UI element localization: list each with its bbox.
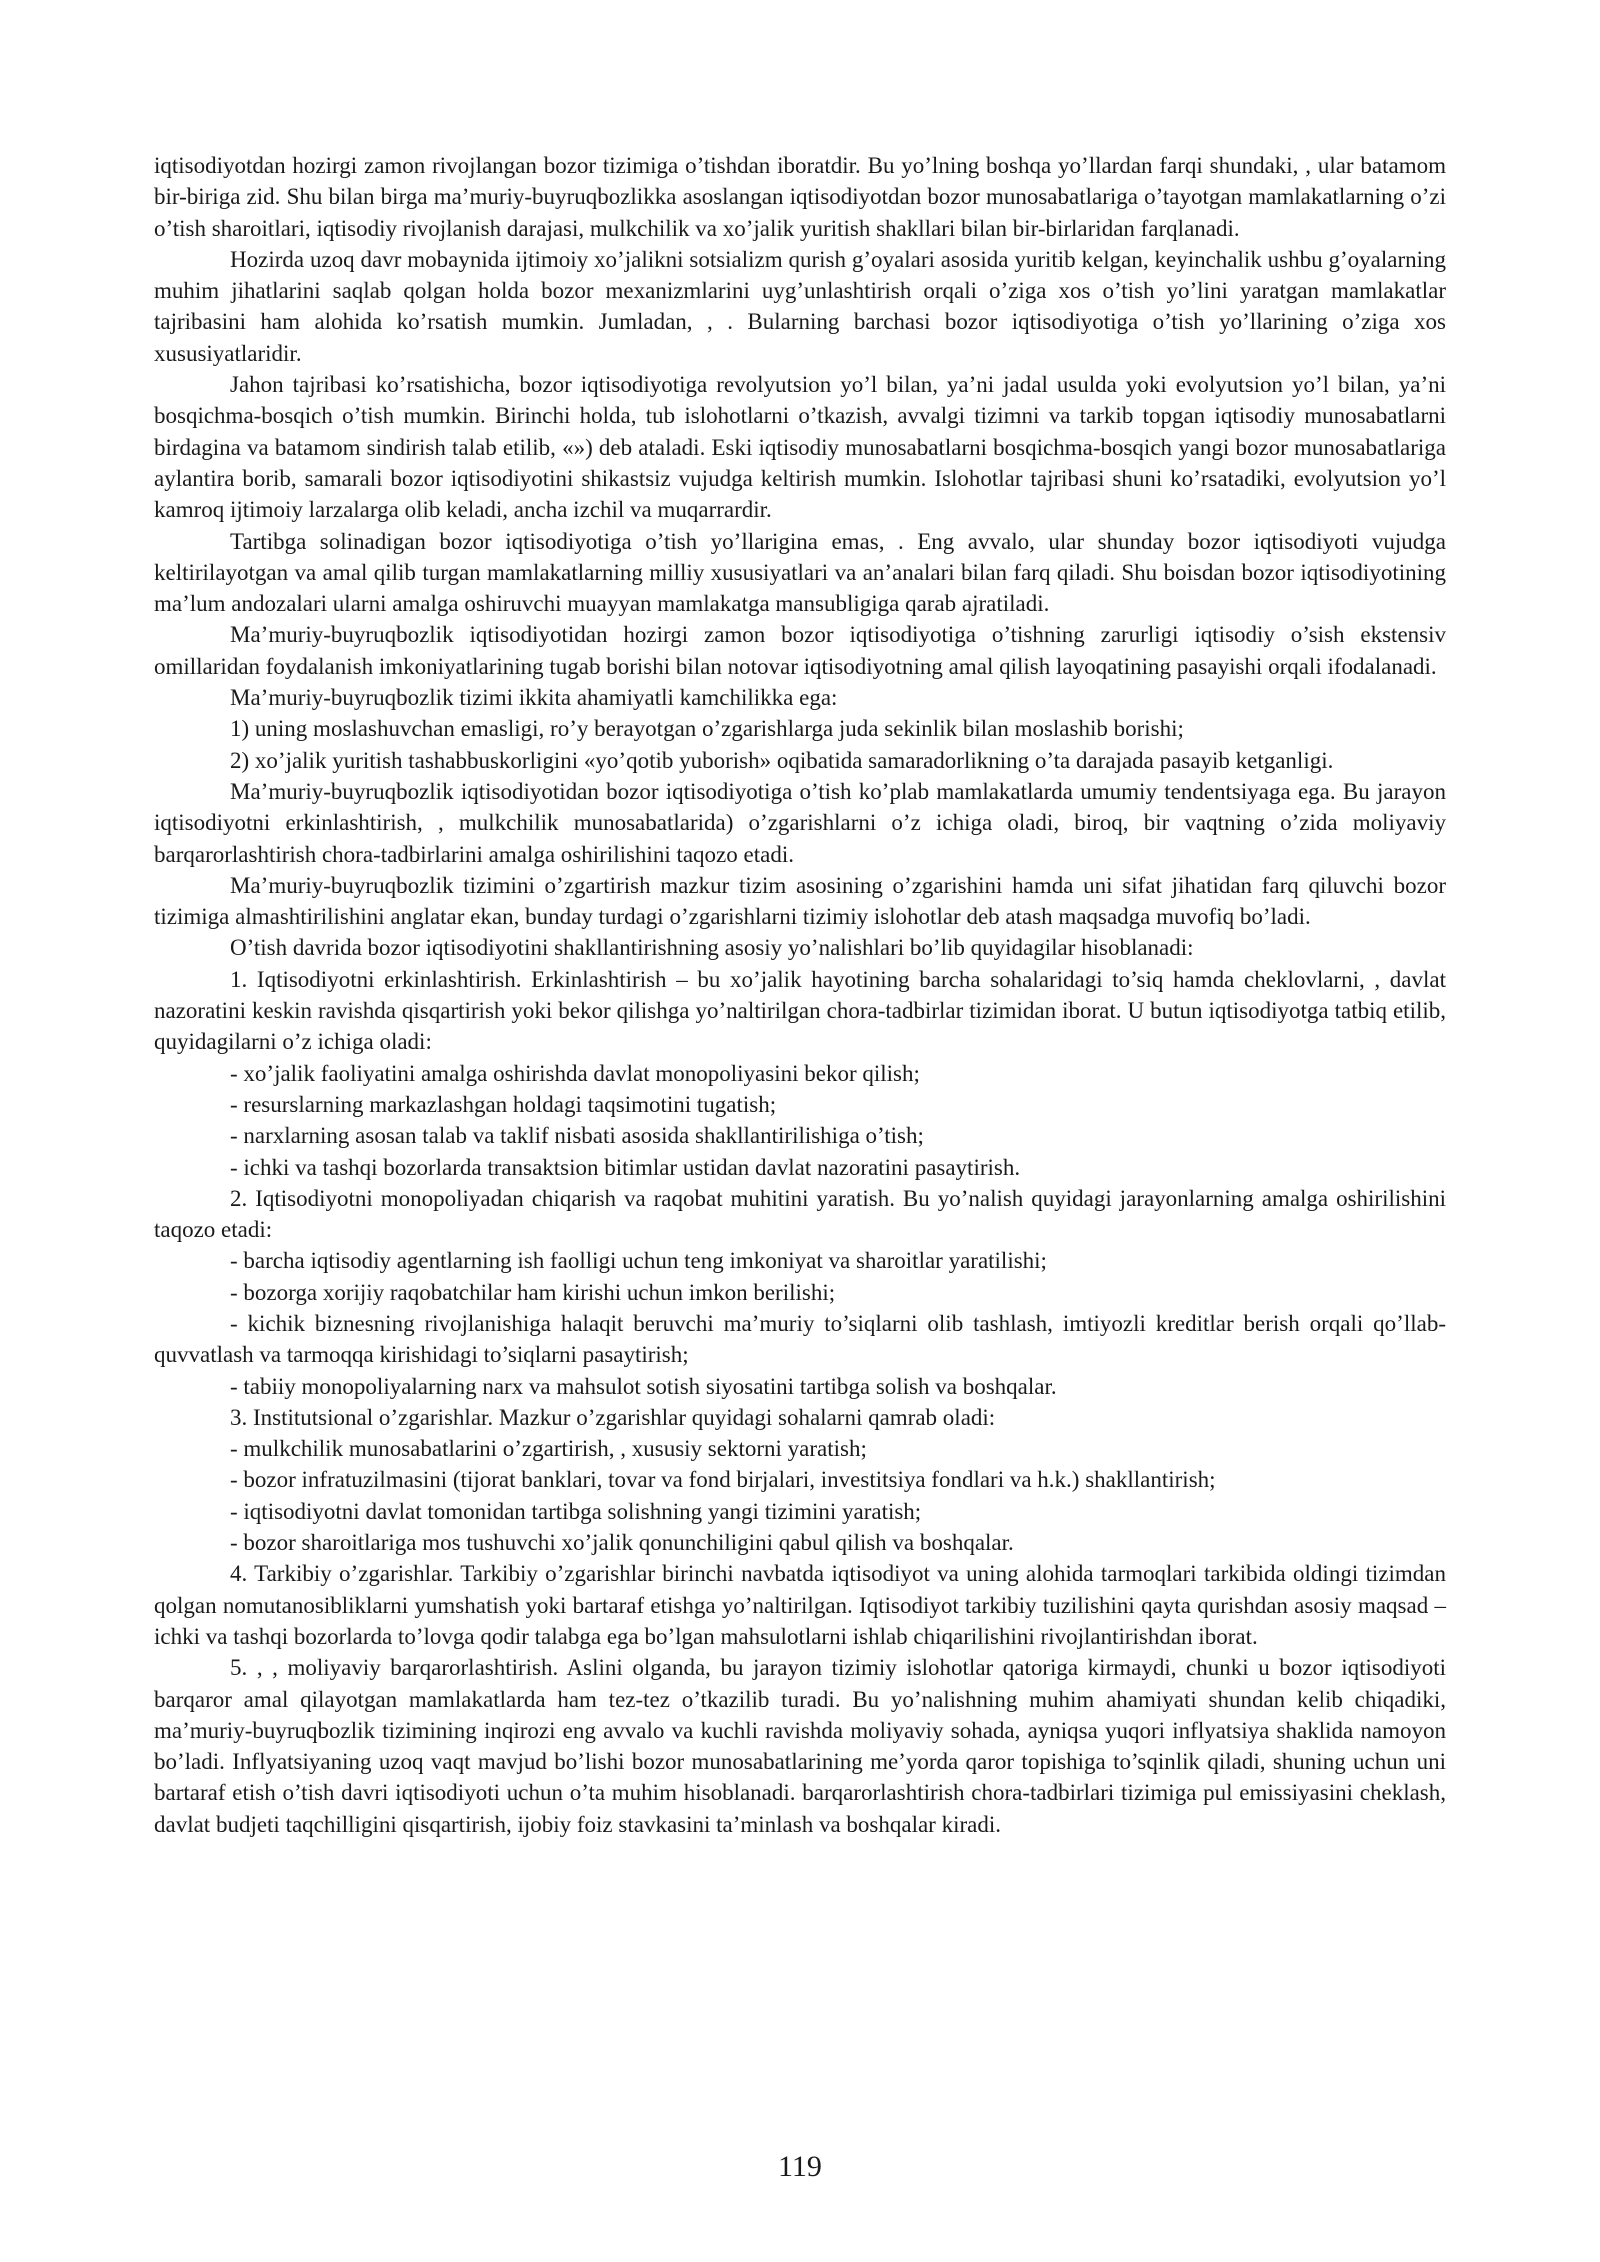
paragraph: - kichik biznesning rivojlanishiga halaqit beruvchi ma’muriy to’siqlarni olib tashlash, imtiyozli kreditlar berish orqali qo’llab-quvvatlash va tarmoqqa kirishidagi to’siqlarni pasaytirish; xyxy=(154,1310,1446,1368)
paragraph: Jahon tajribasi ko’rsatishicha, bozor iqtisodiyotiga revolyutsion yo’l bilan, ya’ni jadal usulda yoki evolyutsion yo’l bilan, ya’ni bosqichma-bosqich o’tish mumkin. Birinchi holda, tub islohotlarni o’tkazish, avvalgi tizimni va tarkib topgan iqtisodiy munosabatlarni birdagina va batamom sindirish talab etilib, «») deb ataladi. Eski iqtisodiy munosabatlarni bosqichma-bosqich yangi bozor munosabatlariga aylantira borib, samarali bozor iqtisodiyotini shikastsiz vujudga keltirish mumkin. Islohotlar tajribasi shuni ko’rsatadiki, evolyutsion yo’l kamroq ijtimoiy larzalarga olib keladi, ancha izchil va muqarrardir. xyxy=(154,372,1446,523)
paragraph: Ma’muriy-buyruqbozlik tizimini o’zgartirish mazkur tizim asosining o’zgarishini hamda uni sifat jihatidan farq qiluvchi bozor tizimiga almashtirilishini anglatar ekan, bunday turdagi o’zgarishlarni tizimiy islohotlar deb atash maqsadga muvofiq bo’ladi. xyxy=(154,872,1446,930)
paragraph: Ma’muriy-buyruqbozlik iqtisodiyotidan hozirgi zamon bozor iqtisodiyotiga o’tishning zarurligi iqtisodiy o’sish ekstensiv omillaridan foydalanish imkoniyatlarining tugab borishi bilan notovar iqtisodiyotning amal qilish layoqatining pasayishi orqali ifodalanadi. xyxy=(154,622,1446,679)
paragraph: - bozor sharoitlariga mos tushuvchi xo’jalik qonunchiligini qabul qilish va boshqalar. xyxy=(230,1530,1014,1556)
paragraph: - resurslarning markazlashgan holdagi taqsimotini tugatish; xyxy=(230,1091,777,1117)
paragraph: 1) uning moslashuvchan emasligi, ro’y berayotgan o’zgarishlarga juda sekinlik bilan moslashib borishi; xyxy=(230,716,1184,742)
paragraph: - barcha iqtisodiy agentlarning ish faolligi uchun teng imkoniyat va sharoitlar yaratilishi; xyxy=(230,1248,1047,1274)
paragraph: - bozor infratuzilmasini (tijorat banklari, tovar va fond birjalari, investitsiya fondlari va h.k.) shakllantirish; xyxy=(230,1467,1216,1493)
paragraph: Ma’muriy-buyruqbozlik iqtisodiyotidan bozor iqtisodiyotiga o’tish ko’plab mamlakatlarda umumiy tendentsiyaga ega. Bu jarayon iqtisodiyotni erkinlashtirish, , mulkchilik munosabatlarida) o’zgarishlarni o’z ichiga oladi, biroq, bir vaqtning o’zida moliyaviy barqarorlashtirish chora-tadbirlarini amalga oshirilishini taqozo etadi. xyxy=(154,778,1446,867)
paragraph: - bozorga xorijiy raqobatchilar ham kirishi uchun imkon berilishi; xyxy=(230,1279,836,1305)
paragraph: 2) xo’jalik yuritish tashabbuskorligini «yo’qotib yuborish» oqibatida samaradorlikning o’ta darajada pasayib ketganligi. xyxy=(230,747,1334,773)
paragraph: 2. Iqtisodiyotni monopoliyadan chiqarish va raqobat muhitini yaratish. Bu yo’nalish quyidagi jarayonlarning amalga oshirilishini taqozo etadi: xyxy=(154,1185,1446,1243)
paragraph: - mulkchilik munosabatlarini o’zgartirish, , xususiy sektorni yaratish; xyxy=(230,1436,867,1462)
paragraph: - narxlarning asosan talab va taklif nisbati asosida shakllantirilishiga o’tish; xyxy=(230,1123,924,1149)
paragraph: - iqtisodiyotni davlat tomonidan tartibga solishning yangi tizimini yaratish; xyxy=(230,1498,922,1524)
paragraph: - tabiiy monopoliyalarning narx va mahsulot sotish siyosatini tartibga solish va boshqalar. xyxy=(230,1373,1057,1399)
paragraph: 1. Iqtisodiyotni erkinlashtirish. Erkinlashtirish – bu xo’jalik hayotining barcha sohalaridagi to’siq hamda cheklovlarni, , davlat nazoratini keskin ravishda qisqartirish yoki bekor qilishga yo’naltirilgan chora-tadbirlar tizimidan iborat. U butun iqtisodiyotga tatbiq etilib, quyidagilarni o’z ichiga oladi: xyxy=(154,966,1446,1055)
page-number: 119 xyxy=(778,2150,822,2183)
paragraph: - ichki va tashqi bozorlarda transaktsion bitimlar ustidan davlat nazoratini pasaytirish. xyxy=(230,1154,1021,1180)
paragraph: Tartibga solinadigan bozor iqtisodiyotiga o’tish yo’llarigina emas, . Eng avvalo, ular shunday bozor iqtisodiyoti vujudga keltirilayotgan va amal qilib turgan mamlakatlarning milliy xususiyatlari va an’analari bilan farq qiladi. Shu boisdan bozor iqtisodiyotining ma’lum andozalari ularni amalga oshiruvchi muayyan mamlakatga mansubligiga qarab ajratiladi. xyxy=(154,528,1446,617)
paragraph: 3. Institutsional o’zgarishlar. Mazkur o’zgarishlar quyidagi sohalarni qamrab oladi: xyxy=(230,1404,996,1430)
paragraph: Hozirda uzoq davr mobaynida ijtimoiy xo’jalikni sotsializm qurish g’oyalari asosida yuritib kelgan, keyinchalik ushbu g’oyalarning muhim jihatlarini saqlab qolgan holda bozor mexanizmlarini uyg’unlashtirish orqali o’ziga xos o’tish yo’lini yaratgan mamlakatlar tajribasini ham alohida ko’rsatish mumkin. Jumladan, , . Bularning barchasi bozor iqtisodiyotiga o’tish yo’llarining o’ziga xos xususiyatlaridir. xyxy=(154,246,1446,366)
paragraph: 5. , , moliyaviy barqarorlashtirish. Aslini olganda, bu jarayon tizimiy islohotlar qatoriga kirmaydi, chunki u bozor iqtisodiyoti barqaror amal qilayotgan mamlakatlarda ham tez-tez o’tkazilib turadi. Bu yo’nalishning muhim ahamiyati shundan kelib chiqadiki, ma’muriy-buyruqbozlik tizimining inqirozi eng avvalo va kuchli ravishda moliyaviy sohada, ayniqsa yuqori inflyatsiya shaklida namoyon bo’ladi. Inflyatsiyaning uzoq vaqt mavjud bo’lishi bozor munosabatlarining me’yorda qaror topishiga to’sqinlik qiladi, shuning uchun uni bartaraf etish o’tish davri iqtisodiyoti uchun o’ta muhim hisoblanadi. barqarorlashtirish chora-tadbirlari tizimiga pul emissiyasini cheklash, davlat budjeti taqchilligini qisqartirish, ijobiy foiz stavkasini ta’minlash va boshqalar kiradi. xyxy=(154,1655,1446,1837)
paragraph: O’tish davrida bozor iqtisodiyotini shakllantirishning asosiy yo’nalishlari bo’lib quyidagilar hisoblanadi: xyxy=(230,935,1194,961)
paragraph: iqtisodiyotdan hozirgi zamon rivojlangan bozor tizimiga o’tishdan iboratdir. Bu yo’lning boshqa yo’llardan farqi shundaki, , ular batamom bir-biriga zid. Shu bilan birga ma’muriy-buyruqbozlikka asoslangan iqtisodiyotdan bozor munosabatlariga o’tayotgan mamlakatlarning o’zi o’tish sharoitlari, iqtisodiy rivojlanish darajasi, mulkchilik va xo’jalik yuritish shakllari bilan bir-birlaridan farqlanadi. xyxy=(154,153,1446,241)
paragraph: 4. Tarkibiy o’zgarishlar. Tarkibiy o’zgarishlar birinchi navbatda iqtisodiyot va uning alohida tarmoqlari tarkibida oldingi tizimdan qolgan nomutanosibliklarni yumshatish yoki bartaraf etishga yo’naltirilgan. Iqtisodiyot tarkibiy tuzilishini qayta qurishdan asosiy maqsad – ichki va tashqi bozorlarda to’lovga qodir talabga ega bo’lgan mahsulotlarni ishlab chiqarilishini rivojlantirishdan iborat. xyxy=(154,1561,1446,1649)
paragraph: - xo’jalik faoliyatini amalga oshirishda davlat monopoliyasini bekor qilish; xyxy=(230,1060,920,1086)
paragraph: Ma’muriy-buyruqbozlik tizimi ikkita ahamiyatli kamchilikka ega: xyxy=(230,685,838,711)
page-body xyxy=(154,150,1446,1840)
